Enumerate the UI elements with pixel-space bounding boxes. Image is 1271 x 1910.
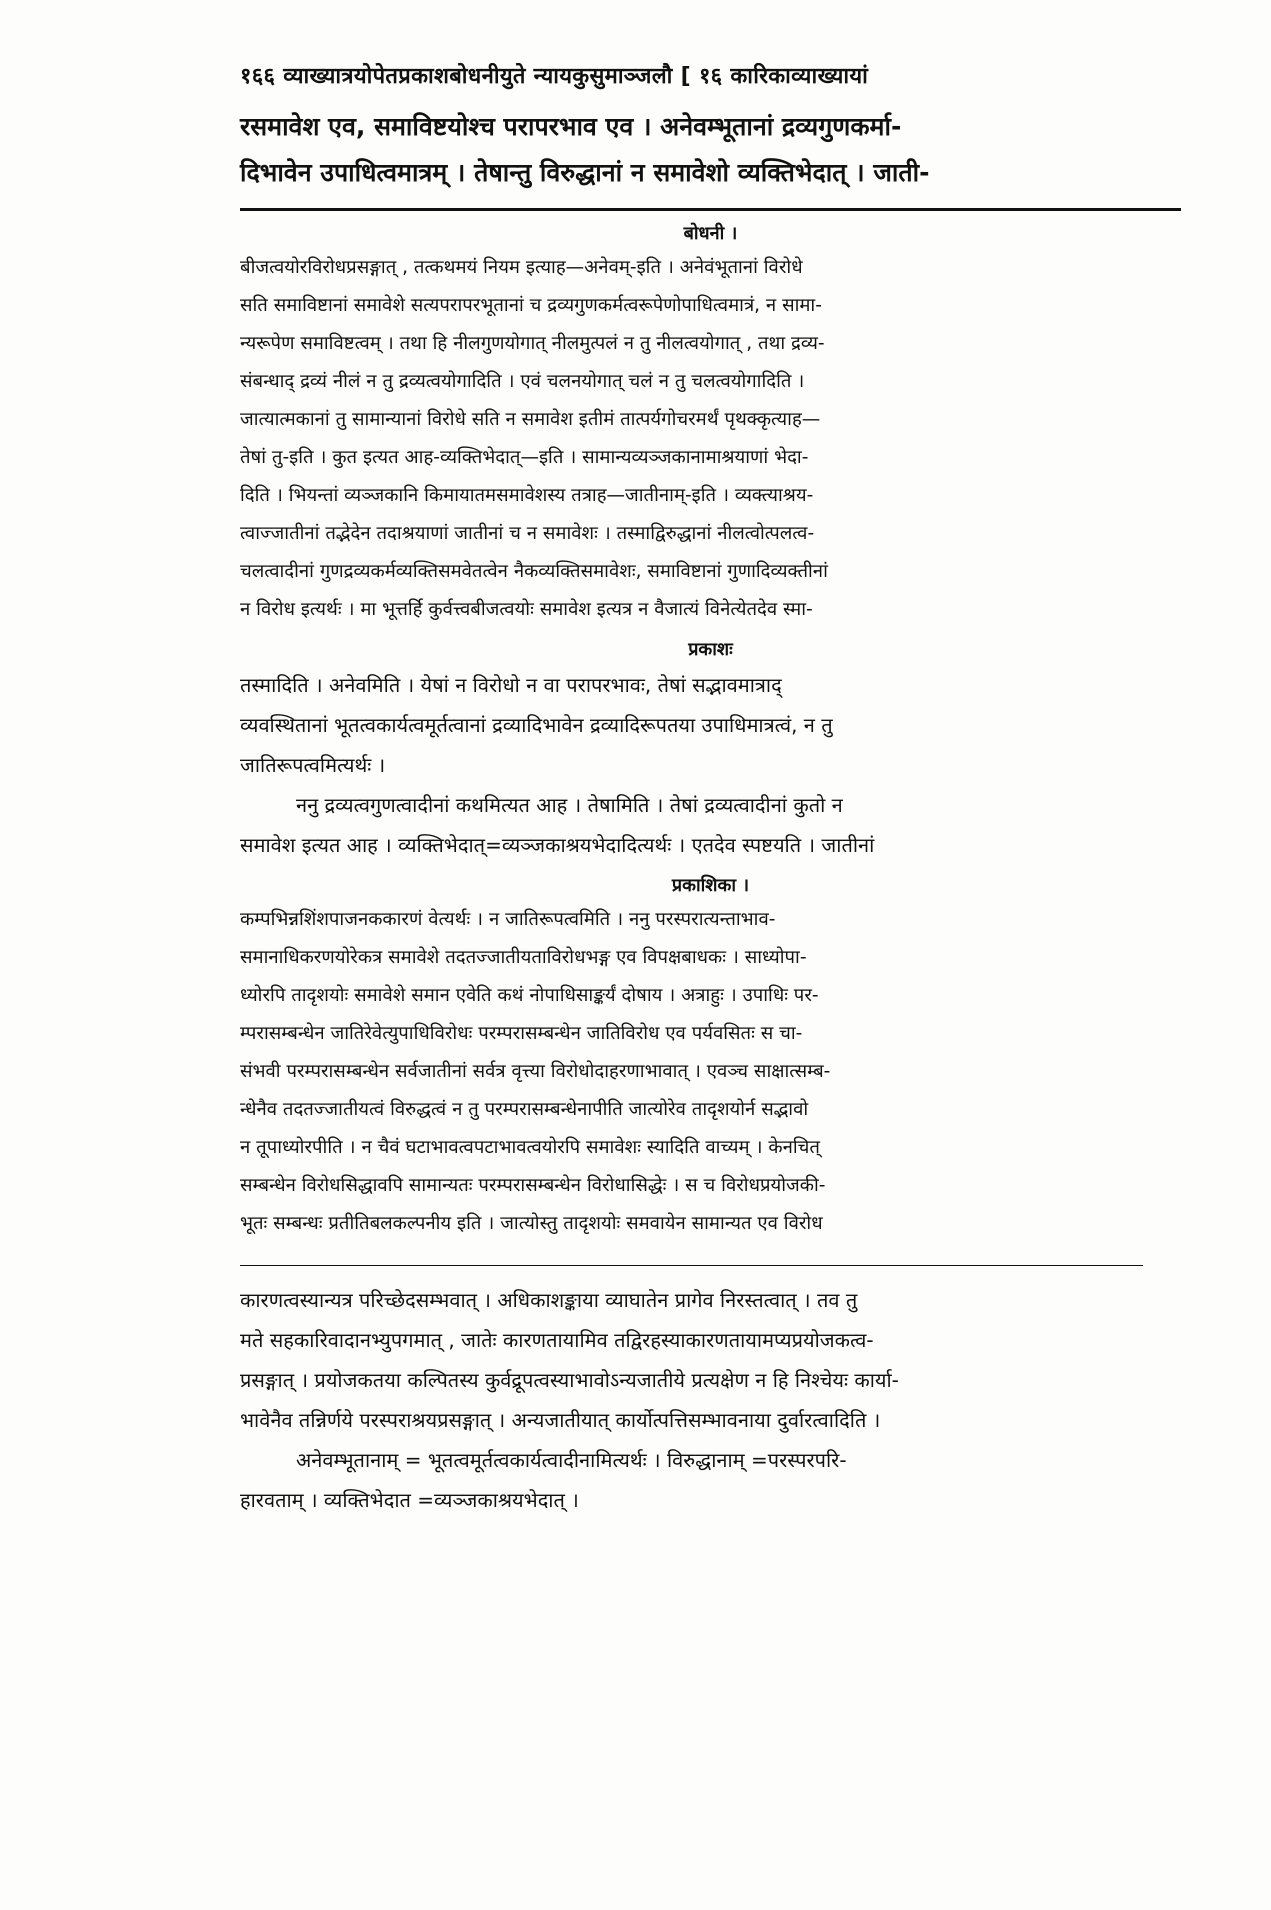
commentary-line: जात्यात्मकानां तु सामान्यानां विरोधे सति न समावेश इतीमं तात्पर्यगोचरमर्थं पृथक्कृत्याह— — [240, 409, 821, 430]
root-text — [240, 104, 1181, 196]
commentary-line: सम्बन्धेन विरोधसिद्धावपि सामान्यतः परम्परासम्बन्धेन विरोधासिद्धेः । स च विरोधप्रयोजकी- — [240, 1175, 826, 1196]
section-label: [ १६ कारिकाव्याख्यायां — [680, 64, 869, 89]
commentary-line: न्धेनैव तदतज्जातीयत्वं विरुद्धत्वं न तु परम्परासम्बन्धेनापीति जात्योरेव तादृशयोर्न सद्भावो — [240, 1099, 809, 1120]
book-title: व्याख्यात्रयोपेतप्रकाशबोधनीयुते न्यायकुसुमाञ्जलौ — [283, 64, 673, 89]
commentary-line: दिति । भियन्तां व्यञ्जकानि किमायातमसमावेशस्य तत्राह—जातीनाम्-इति । व्यक्त्याश्रय- — [240, 485, 814, 506]
commentary-line: सति समाविष्टानां समावेशे सत्यपरापरभूतानां च द्रव्यगुणकर्मत्वरूपेणोपाधित्वमात्रं, न सामा- — [240, 295, 822, 316]
bodhani-commentary — [240, 221, 1181, 629]
commentary-line: संभवी परम्परासम्बन्धेन सर्वजातीनां सर्वत्र वृत्त्या विरोधोदाहरणाभावात् । एवञ्च साक्षात्सम्ब- — [240, 1061, 831, 1082]
commentary-line: म्परासम्बन्धेन जातिरेवेत्युपाधिविरोधः परम्परासम्बन्धेन जातिविरोध एव पर्यवसितः स चा- — [240, 1023, 803, 1044]
footnote-line: भावेनैव तन्निर्णये परस्पराश्रयप्रसङ्गात् । अन्यजातीयात् कार्योत्पत्तिसम्भावनाया दुर्वारत्वादिति । — [240, 1408, 881, 1432]
commentary-line: कम्पभिन्नशिंशपाजनककारणं वेत्यर्थः । न जातिरूपत्वमिति । ननु परस्परात्यन्ताभाव- — [240, 909, 776, 930]
gloss-line: अनेवम्भूतानाम् = भूतत्वमूर्तत्वकार्यत्वादीनामित्यर्थः । विरुद्धानाम् =परस्परपरि- — [296, 1448, 847, 1472]
commentary-line: तस्मादिति । अनेवमिति । येषां न विरोधो न वा परापरभावः, तेषां सद्भावमात्राद् — [240, 673, 782, 697]
commentary-line: चलत्वादीनां गुणद्रव्यकर्मव्यक्तिसमवेतत्वेन नैकव्यक्तिसमावेशः, समाविष्टानां गुणादिव्यक्तीनां — [240, 561, 828, 582]
footnote-line: प्रसङ्गात् । प्रयोजकतया कल्पितस्य कुर्वद्रूपत्वस्याभावोऽन्यजातीये प्रत्यक्षेण न हि निश्चेयः कार्या- — [240, 1368, 899, 1392]
commentary-line: ध्योरपि तादृशयोः समावेशे समान एवेति कथं नोपाधिसाङ्कर्यं दोषाय । अत्राहुः । उपाधिः पर- — [240, 985, 819, 1006]
commentary-line: जातिरूपत्वमित्यर्थः । — [240, 753, 386, 777]
commentary-line: बीजत्वयोरविरोधप्रसङ्गात् , तत्कथमयं नियम इत्याह—अनेवम्-इति । अनेवंभूतानां विरोधे — [240, 257, 803, 278]
prakasha-commentary — [240, 637, 1181, 865]
prakashika-commentary — [240, 873, 1181, 1243]
gloss-line: हारवताम् । व्यक्तिभेदात =व्यञ्जकाश्रयभेदात् । — [240, 1488, 579, 1512]
commentary-line: समानाधिकरणयोरेकत्र समावेशे तदतज्जातीयताविरोधभङ्ग एव विपक्षबाधकः । साध्योपा- — [240, 947, 807, 968]
commentary-line: न विरोध इत्यर्थः । मा भूत्तर्हि कुर्वत्त्वबीजत्वयोः समावेश इत्यत्र न वैजात्यं विनेत्येतदेव स्मा- — [240, 599, 813, 620]
commentary-line: तेषां तु-इति । कुत इत्यत आह-व्यक्तिभेदात्—इति । सामान्यव्यञ्जकानामाश्रयाणां भेदा- — [240, 447, 809, 468]
commentary-line: संबन्धाद् द्रव्यं नीलं न तु द्रव्यत्वयोगादिति । एवं चलनयोगात् चलं न तु चलत्वयोगादिति । — [240, 371, 805, 392]
root-text-line: दिभावेन उपाधित्वमात्रम् । तेषान्तु विरुद्धानां न समावेशो व्यक्तिभेदात् । जाती- — [240, 158, 930, 187]
prakashika-heading: प्रकाशिका । — [671, 875, 750, 896]
running-head — [240, 60, 1181, 90]
commentary-line: व्यवस्थितानां भूतत्वकार्यत्वमूर्तत्वानां द्रव्यादिभावेन द्रव्यादिरूपतया उपाधिमात्रत्वं, न तु — [240, 713, 833, 737]
commentary-line: न तूपाध्योरपीति । न चैवं घटाभावत्वपटाभावत्वयोरपि समावेशः स्यादिति वाच्यम् । केनचित् — [240, 1137, 820, 1158]
root-text-line: रसमावेश एव, समाविष्टयोश्च परापरभाव एव । अनेवम्भूतानां द्रव्यगुणकर्मा- — [240, 112, 902, 141]
footnote-line: मते सहकारिवादानभ्युपगमात् , जातेः कारणतायामिव तद्विरहस्याकारणतायामप्यप्रयोजकत्व- — [240, 1328, 874, 1352]
commentary-line: ननु द्रव्यत्वगुणत्वादीनां कथमित्यत आह । तेषामिति । तेषां द्रव्यत्वादीनां कुतो न — [296, 793, 843, 817]
footnote — [240, 1280, 1181, 1520]
commentary-line: त्वाज्जातीनां तद्भेदेन तदाश्रयाणां जातीनां च न समावेशः । तस्माद्विरुद्धानां नीलत्वोत्पलत्व- — [240, 523, 815, 544]
bodhani-heading: बोधनी । — [683, 223, 738, 244]
commentary-line: समावेश इत्यत आह । व्यक्तिभेदात्=व्यञ्जकाश्रयभेदादित्यर्थः । एतदेव स्पष्टयति । जातीनां — [240, 833, 875, 857]
footnote-line: कारणत्वस्यान्यत्र परिच्छेदसम्भवात् । अधिकाशङ्काया व्याघातेन प्रागेव निरस्तत्वात् । तव तु — [240, 1288, 858, 1312]
commentary-line: भूतः सम्बन्धः प्रतीतिबलकल्पनीय इति । जात्योस्तु तादृशयोः समवायेन सामान्यत एव विरोध — [240, 1213, 823, 1234]
footnote-divider — [240, 1265, 1143, 1266]
page-number: १६६ — [240, 64, 276, 89]
prakasha-heading: प्रकाशः — [688, 639, 733, 660]
commentary-line: न्यरूपेण समाविष्टत्वम् । तथा हि नीलगुणयोगात् नीलमुत्पलं न तु नीलत्वयोगात् , तथा द्रव्य- — [240, 333, 825, 354]
divider — [240, 208, 1181, 211]
